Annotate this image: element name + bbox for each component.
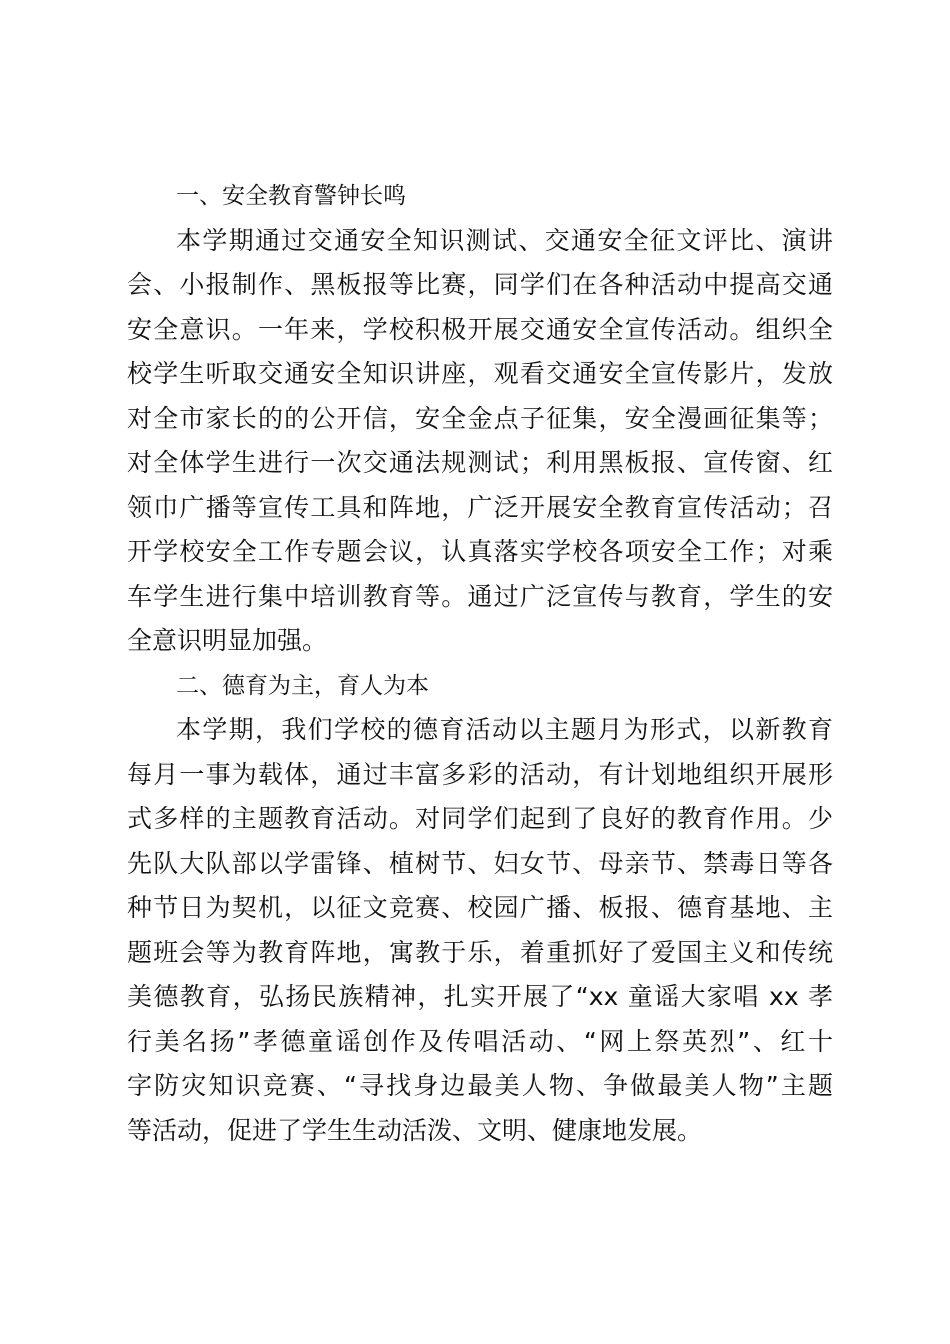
paragraph-line: 本学期通过交通安全知识测试、交通安全征文评比、演讲 — [176, 225, 833, 255]
section-heading-moral-education: 二、德育为主，育人为本 — [176, 672, 429, 699]
section-paragraph-safety — [127, 219, 833, 664]
paragraph-line: 等活动，促进了学生生动活泼、文明、健康地发展。 — [127, 1115, 703, 1145]
paragraph-line: 对全体学生进行一次交通法规测试；利用黑板报、宣传窗、红 — [127, 448, 833, 477]
paragraph-line: 领巾广播等宣传工具和阵地，广泛开展安全教育宣传活动；召 — [127, 492, 833, 522]
paragraph-line: 会、小报制作、黑板报等比赛，同学们在各种活动中提高交通 — [127, 270, 833, 299]
paragraph-line: 全意识明显加强。 — [127, 626, 328, 655]
paragraph-line: 行美名扬”孝德童谣创作及传唱活动、“网上祭英烈”、红十 — [127, 1026, 833, 1056]
paragraph-line: 美德教育，弘扬民族精神，扎实开展了“xx 童谣大家唱 xx 孝 — [127, 982, 833, 1011]
paragraph-line: 开学校安全工作专题会议，认真落实学校各项安全工作；对乘 — [127, 537, 833, 566]
paragraph-line: 车学生进行集中培训教育等。通过广泛宣传与教育，学生的安 — [127, 581, 833, 611]
paragraph-line: 安全意识。一年来，学校积极开展交通安全宣传活动。组织全 — [127, 314, 833, 344]
section-paragraph-moral-education — [127, 708, 833, 1153]
paragraph-line: 字防灾知识竞赛、“寻找身边最美人物、争做最美人物”主题 — [127, 1071, 833, 1100]
paragraph-line: 对全市家长的的公开信，安全金点子征集，安全漫画征集等； — [127, 403, 833, 433]
paragraph-line: 每月一事为载体，通过丰富多彩的活动，有计划地组织开展形 — [127, 759, 833, 789]
paragraph-line: 题班会等为教育阵地，寓教于乐，着重抓好了爱国主义和传统 — [127, 937, 833, 967]
paragraph-line: 种节日为契机，以征文竞赛、校园广播、板报、德育基地、主 — [127, 893, 833, 922]
document-body — [127, 174, 833, 1153]
section-heading-safety: 一、安全教育警钟长鸣 — [176, 183, 406, 209]
paragraph-line: 校学生听取交通安全知识讲座，观看交通安全宣传影片，发放 — [127, 359, 833, 388]
paragraph-line: 先队大队部以学雷锋、植树节、妇女节、母亲节、禁毒日等各 — [127, 848, 833, 878]
paragraph-line: 本学期，我们学校的德育活动以主题月为形式，以新教育 — [176, 715, 833, 744]
paragraph-line: 式多样的主题教育活动。对同学们起到了良好的教育作用。少 — [127, 804, 833, 833]
